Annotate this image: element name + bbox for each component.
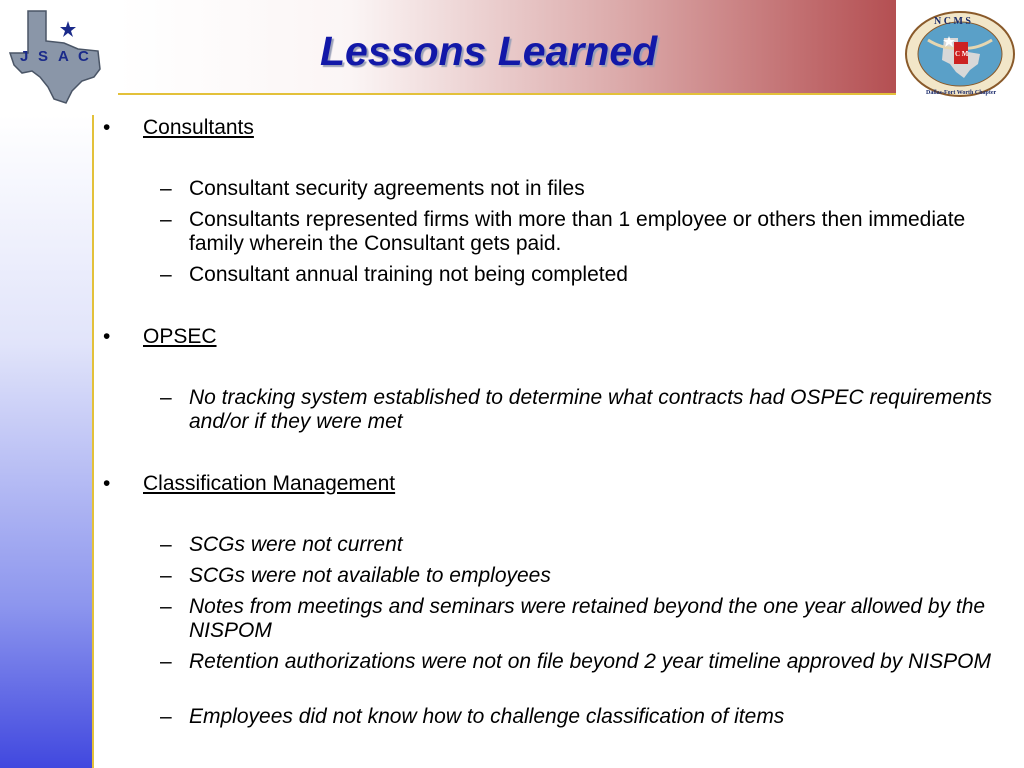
left-gradient-strip	[0, 115, 92, 768]
section-heading-opsec: OPSEC	[143, 325, 217, 348]
ncms-seal-icon	[904, 10, 1016, 98]
bullet-marker: •	[103, 472, 111, 495]
slide-title: Lessons Learned	[320, 28, 658, 74]
list-item: Retention authorizations were not on file beyond 2 year timeline approved by NISPOM	[189, 650, 991, 673]
section-heading-classification: Classification Management	[143, 472, 396, 495]
dash-marker: –	[160, 705, 172, 728]
list-item: Consultant security agreements not in files	[189, 177, 585, 200]
list-item: Employees did not know how to challenge classification of items	[189, 705, 785, 728]
logo-letter-j: J	[20, 48, 29, 65]
dash-marker: –	[160, 208, 172, 231]
left-divider	[92, 115, 94, 768]
list-item: SCGs were not available to employees	[189, 564, 551, 587]
seal-top-text: N C M S	[934, 16, 971, 27]
bullet-marker: •	[103, 116, 111, 139]
list-item: SCGs were not current	[189, 533, 403, 556]
dash-marker: –	[160, 564, 172, 587]
header-divider	[118, 93, 896, 95]
dash-marker: –	[160, 263, 172, 286]
seal-center-letters: C M	[955, 50, 969, 58]
seal-bottom-text: Dallas-Fort Worth Chapter	[926, 90, 997, 96]
dash-marker: –	[160, 177, 172, 200]
list-item: Notes from meetings and seminars were retained beyond the one year allowed by the NISPOM	[189, 595, 986, 642]
list-item: No tracking system established to determine what contracts had OSPEC requirements and/or if they were met	[189, 386, 993, 433]
dash-marker: –	[160, 386, 172, 409]
list-item: Consultants represented firms with more than 1 employee or others then immediate family wherein the Consultant gets paid.	[189, 208, 966, 255]
logo-letter-c: C	[78, 48, 89, 65]
bullet-marker: •	[103, 325, 111, 348]
logo-letter-s: S	[38, 48, 49, 65]
dash-marker: –	[160, 650, 172, 673]
texas-map-logo-icon	[6, 7, 104, 105]
dash-marker: –	[160, 595, 172, 618]
dash-marker: –	[160, 533, 172, 556]
list-item: Consultant annual training not being completed	[189, 263, 628, 286]
logo-letter-a: A	[58, 48, 69, 65]
section-heading-consultants: Consultants	[143, 116, 254, 139]
